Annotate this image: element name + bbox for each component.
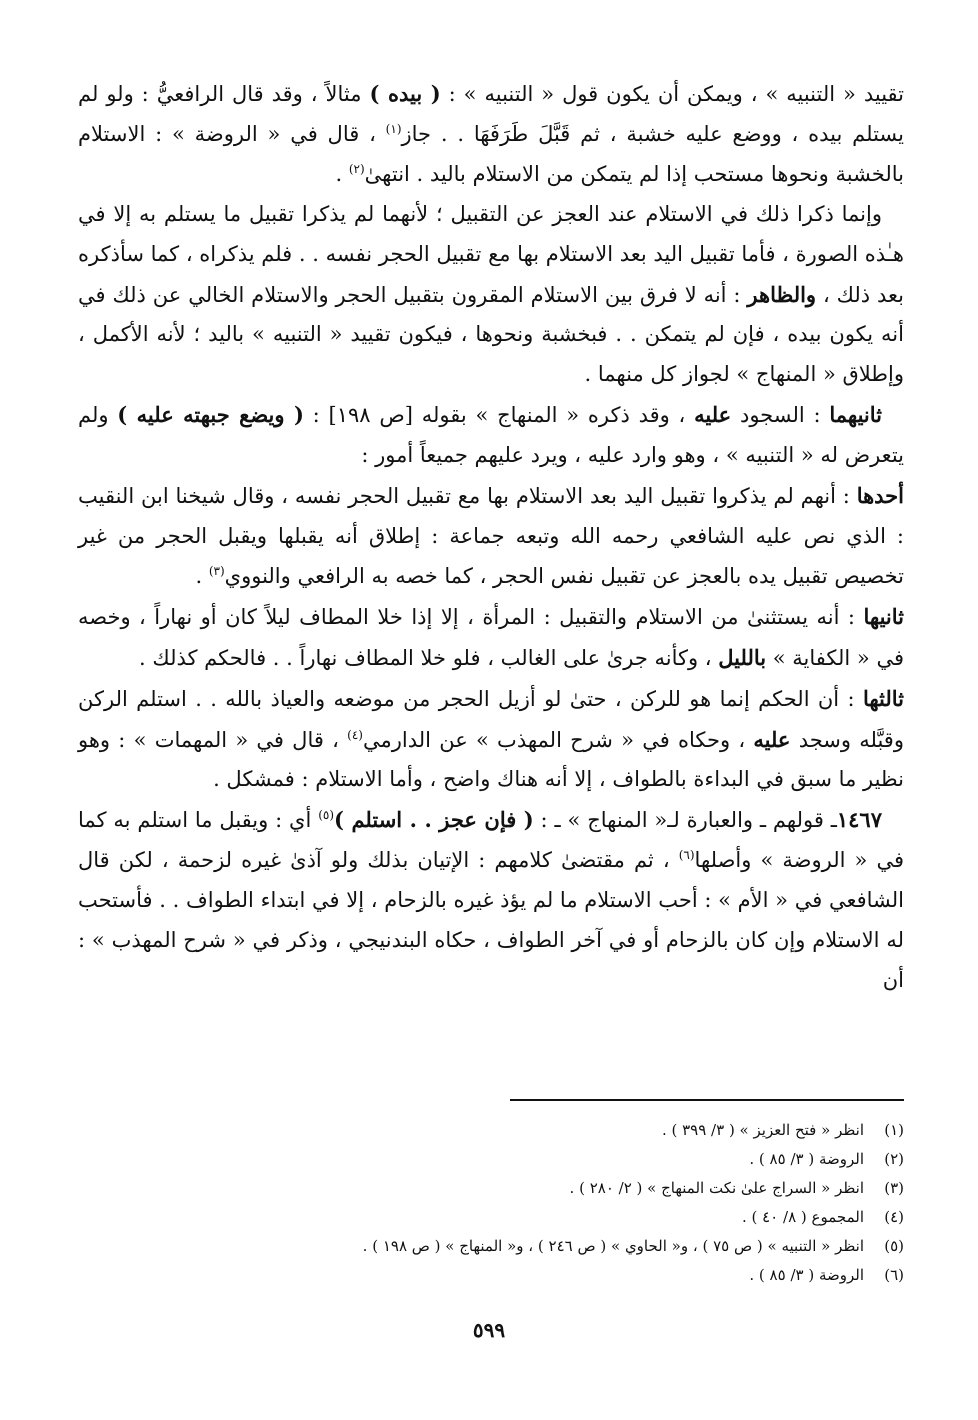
footnote xyxy=(300,1261,904,1290)
text-run: : أنهم لم يذكروا تقبيل اليد بعد الاستلام بها مع تقبيل الحجر نفسه ، وقال شيخنا ابن النقيب : الذي نص عليه الشافعي رحمه الله وتبعه جماعة : إطلاق أنه يقبلها ويقبل الحجر من غير تخصيص تقبيل يده بالعجز عن تقبيل نفس الحجر ، كما خصه به الرافعي والنووي xyxy=(78,484,904,588)
footnote-number: (٢) xyxy=(884,1150,904,1168)
text-run: ـ قولهم ـ والعبارة لـ« المنهاج » ـ : xyxy=(533,808,837,833)
footnote-text: المجموع ( ٨/ ٤٠ ) . xyxy=(741,1208,864,1226)
text-run: . xyxy=(195,563,209,588)
text-run: تقييد « التنبيه » ، ويمكن أن يكون قول « التنبيه » : xyxy=(440,82,905,106)
paragraph xyxy=(78,74,904,195)
footnote-ref: (٣) xyxy=(208,563,225,578)
footnote-text: انظر « السراج علىٰ نكت المنهاج » ( ٢/ ٢٨٠ ) . xyxy=(569,1179,864,1197)
bold-text: ( فإن عجز . . استلم ) xyxy=(334,807,534,833)
text-run: : السجود xyxy=(731,403,830,428)
paragraph xyxy=(78,800,904,1001)
text-run: : أن الحكم إنما هو للركن ، حتىٰ لو أزيل الحجر من موضعه والعياذ بالله . . استلم الركن وقبَّله وسجد xyxy=(78,686,904,752)
text-run: ، وحكاه في « شرح المهذب » عن الدارمي xyxy=(362,727,754,752)
bold-text: عليه xyxy=(753,726,791,752)
text-run: ، وكأنه جرىٰ على الغالب ، فلو خلا المطاف نهاراً . . فالحكم كذلك . xyxy=(139,645,719,670)
text-run: أي : ويقبل ما استلم به كما في « الروضة » وأصلها xyxy=(78,808,905,873)
text-run: ، قال في « المهمات » : وهو نظير ما سبق في البداءة بالطواف ، إلا أنه هناك واضح ، وأما الاستلام : فمشكل . xyxy=(78,727,904,792)
paragraph xyxy=(78,476,904,597)
footnote-number: (١) xyxy=(884,1121,904,1139)
text-run: مثالاً ، وقد قال الرافعيُّ : ولو لم يستلم بيده ، ووضع عليه خشبة ، ثم قَبَّلَ طَرَفَهَا . . جاز xyxy=(78,82,905,146)
main-text xyxy=(78,74,904,1001)
footnote-text: الروضة ( ٣/ ٨٥ ) . xyxy=(749,1150,864,1168)
footnote-separator xyxy=(510,1099,904,1101)
footnote-number: (٦) xyxy=(884,1266,904,1284)
paragraph xyxy=(78,597,904,679)
text-run: ، وقد ذكره « المنهاج » بقوله [ص ١٩٨] : xyxy=(303,403,695,428)
footnote xyxy=(300,1116,904,1145)
footnote-ref: (٥) xyxy=(318,808,335,823)
bold-text: ( بيده ) xyxy=(369,81,441,106)
bold-text: ثانيها xyxy=(863,603,904,629)
bold-text: ( ويضع جبهته عليه ) xyxy=(117,402,304,428)
footnote xyxy=(300,1174,904,1203)
bold-text: ١٤٦٧ xyxy=(836,807,882,833)
paragraph xyxy=(78,395,904,476)
text-run: ولم يتعرض له « التنبيه » ، وهو وارد عليه ، ويرد عليهم جميعاً أمور : xyxy=(78,403,904,468)
footnote xyxy=(300,1203,904,1232)
bold-text: عليه xyxy=(694,402,732,428)
footnote-text: انظر « فتح العزيز » ( ٣/ ٣٩٩ ) . xyxy=(661,1121,864,1139)
footnote-ref: (١) xyxy=(385,121,402,136)
footnote-ref: (٦) xyxy=(678,848,695,863)
bold-text: بالليل xyxy=(718,644,767,670)
footnote-number: (٥) xyxy=(884,1237,904,1255)
footnote-ref: (٢) xyxy=(348,161,365,176)
footnote-ref: (٤) xyxy=(347,727,363,742)
footnote-text: الروضة ( ٣/ ٨٥ ) . xyxy=(749,1266,864,1284)
paragraph xyxy=(78,195,904,396)
bold-text: ثانيهما xyxy=(829,402,882,428)
page-number: ٥٩٩ xyxy=(472,1318,506,1342)
footnote-text: انظر « التنبيه » ( ص ٧٥ ) ، و« الحاوي » ( ص ٢٤٦ ) ، و« المنهاج » ( ص ١٩٨ ) . xyxy=(362,1237,864,1255)
footnote-number: (٣) xyxy=(884,1179,904,1197)
footnotes xyxy=(300,1116,904,1290)
paragraph xyxy=(78,679,904,801)
text-run: : أنه يستثنىٰ من الاستلام والتقبيل : المرأة ، إلا إذا خلا المطاف ليلاً كان أو نهاراً ، وخصه في « الكفاية » xyxy=(78,604,904,670)
text-run: : أنه لا فرق بين الاستلام المقرون بتقبيل الحجر والاستلام الخالي عن ذلك في أنه يكون بيده ، فإن لم يتمكن . . فبخشبة ونحوها ، فيكون تقييد « التنبيه » باليد ؛ لأنه الأكمل ، وإطلاق « المنهاج » لجواز كل منهما . xyxy=(78,282,904,387)
bold-text: أحدها xyxy=(856,483,904,509)
bold-text: ثالثها xyxy=(862,685,904,711)
bold-text: والظاهر xyxy=(747,281,817,307)
footnote xyxy=(300,1145,904,1174)
footnote xyxy=(300,1232,904,1261)
text-run: وإنما ذكرا ذلك في الاستلام عند العجز عن التقبيل ؛ لأنهما لم يذكرا تقبيل ما يستلم به إلا في هـٰذه الصورة ، فأما تقبيل اليد بعد الاستلام بها مع تقبيل الحجر نفسه . . فلم يذكراه ، كما سأذكره بعد ذلك ، xyxy=(78,201,904,307)
text-run: ، ثم مقتضىٰ كلامهم : الإتيان بذلك ولو آذىٰ غيره لزحمة ، لكن قال الشافعي في « الأم » : أحب الاستلام ما لم يؤذ غيره بالزحام ، إلا في ابتداء الطواف . . فأستحب له الاستلام وإن كان بالزحام أو في آخر الطواف ، حكاه البندنيجي ، وذكر في « شرح المهذب » : أن xyxy=(78,848,904,992)
footnote-number: (٤) xyxy=(884,1208,904,1226)
text-run: . xyxy=(335,161,349,186)
text-run: ، قال في « الروضة » : الاستلام بالخشبة ونحوها مستحب إذا لم يتمكن من الاستلام باليد . انتهىٰ xyxy=(78,121,904,186)
